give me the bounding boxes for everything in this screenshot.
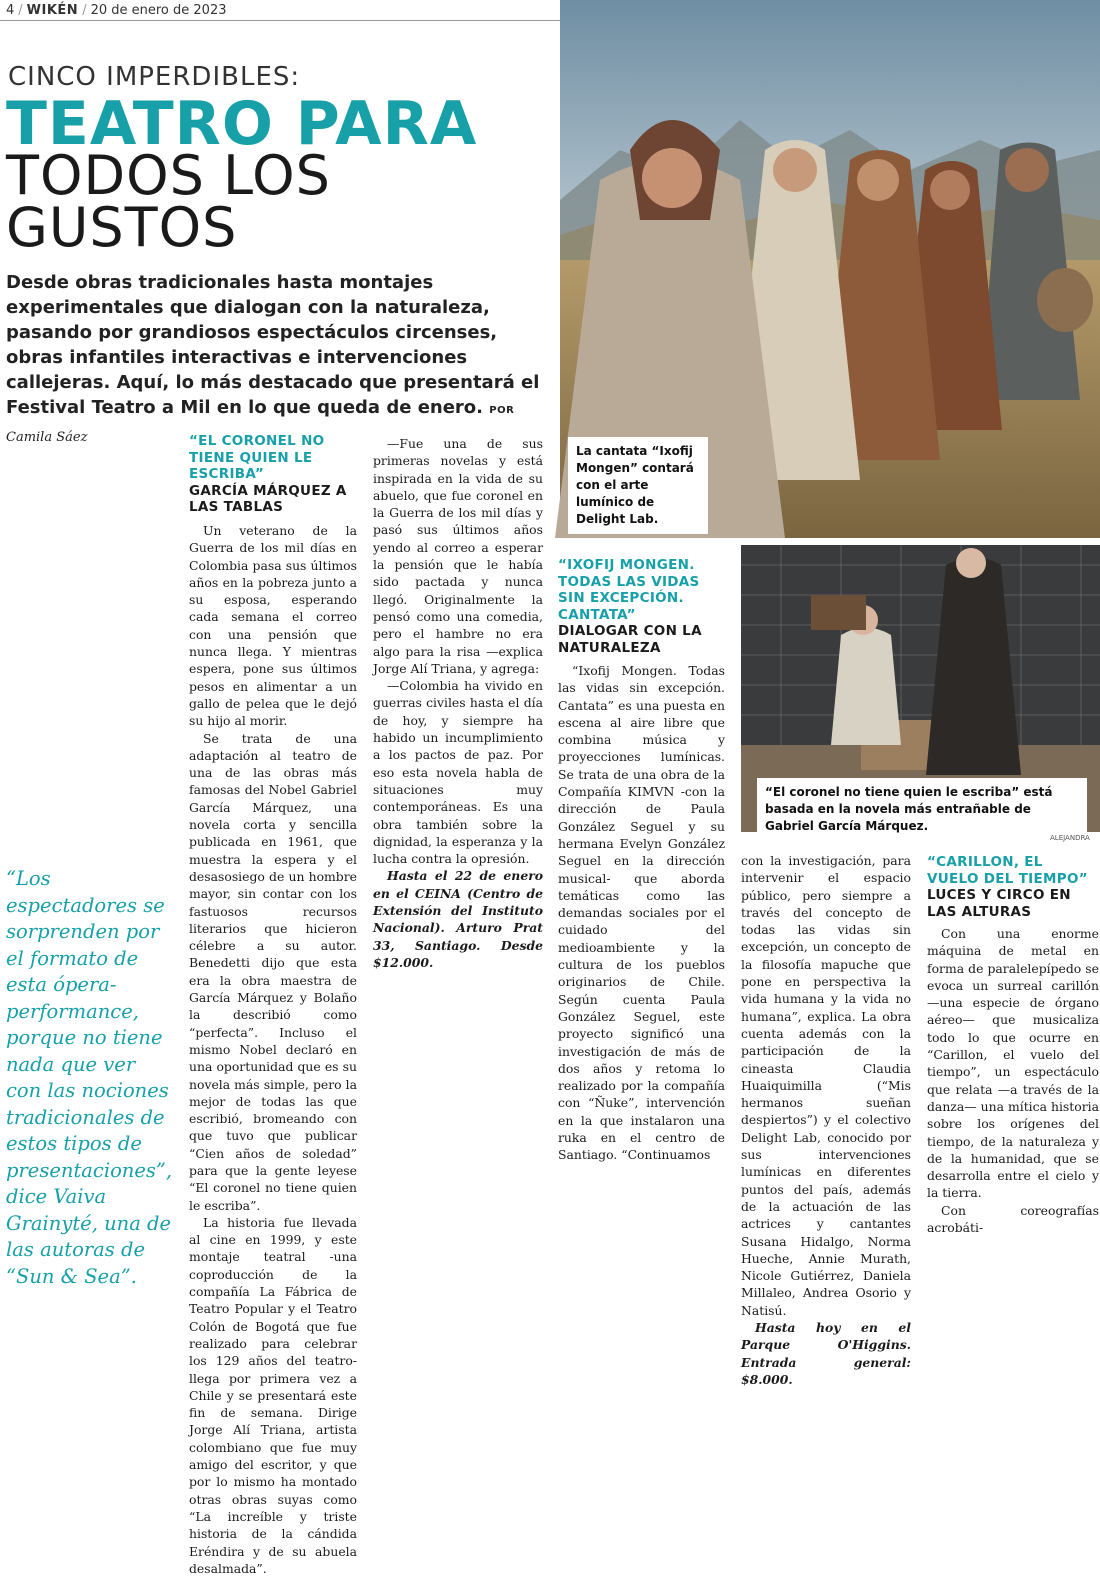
page-number: 4 xyxy=(6,2,15,18)
byline-prefix: POR xyxy=(489,405,515,416)
article-title-line2: TODOS LOS GUSTOS xyxy=(6,144,331,259)
column-3 xyxy=(558,662,725,1164)
section2-paragraph-1: “Ixofij Mongen. Todas las vidas sin excepción. Cantata” es una puesta en escena al aire libre que combina música y proyecciones lumínicas. Se trata de una obra de la Compañía KIMVN -con la dirección de Paula González Seguel y su hermana Evelyn González Seguel en la dirección musical- que aborda temáticas como las demandas sociales por el cuidado del medioambiente y la cultura de los pueblos originarios de Chile. Según cuenta Paula González Seguel, este proyecto significó una investigación de más de dos años y retoma lo realizado por la compañía con “Ñuke”, intervención en la que instalaron una ruka en el centro de Santiago. “Continuamos xyxy=(558,663,725,1163)
section1-subtitle: GARCÍA MÁRQUEZ A LAS TABLAS xyxy=(189,482,347,515)
byline-author: Camila Sáez xyxy=(6,430,88,445)
column-5 xyxy=(927,925,1099,1236)
section1-paragraph-2: Se trata de una adaptación al teatro de una de las obras más famosas del Nobel Gabriel García Márquez, una novela corta y sencilla publicada en 1961, que muestra la espera y el desasosiego de un hombre mayor, sin contar con los fastuosos recursos literarios que hicieron célebre a su autor. Benedetti dijo que esta era la obra maestra de García Márquez y Bolaño la describió como “perfecta”. Incluso el mismo Nobel declaró en una oportunidad que es su novela más simple, pero la mejor de todas las que escribió, bromeando con que tuvo que publicar “Cien años de soledad” para que la gente leyese “El coronel no tiene quien le escriba”. xyxy=(189,730,357,1213)
deck-text: Desde obras tradicionales hasta montajes experimentales que dialogan con la naturaleza, pasando por grandiosos espectáculos circenses, obras infantiles interactivas e intervenciones callejeras. Aquí, lo más destacado que presentará el Festival Teatro a Mil en lo que queda de enero. xyxy=(6,272,540,418)
section3-paragraph-2: Con coreografías acrobáti- xyxy=(927,1202,1099,1236)
article-kicker: CINCO IMPERDIBLES: xyxy=(8,62,301,92)
header-separator: / xyxy=(18,2,23,18)
section2-paragraph-1-continued: con la investigación, para intervenir el espacio público, pero siempre a través del concepto de todas las vidas sin excepción, un concepto de la filosofía mapuche que pone en perspectiva la vida humana y la vida no humana”, explica. La obra cuenta además con la participación de la cineasta Claudia Huaiquimilla (“Mis hermanos sueñan despiertos”) y el colectivo Delight Lab, conocido por sus intervenciones lumínicas en diferentes puntos del país, además de la actuación de las actrices y cantantes Susana Hidalgo, Norma Hueche, Annie Murath, Nicole Gutiérrez, Daniela Millaleo, Andrea Osorio y Natisú. xyxy=(741,853,911,1318)
section1-paragraph-3: La historia fue llevada al cine en 1999, y este montaje teatral -una coproducción de la compañía La Fábrica de Teatro Popular y el Teatro Colón de Bogotá que fue realizado para celebrar los 129 años del teatro- llega por primera vez a Chile y se presentará este fin de semana. Dirige Jorge Alí Triana, artista colombiano que fue muy amigo del escritor, y que por lo mismo ha montado otras obras suyas como “La increíble y triste historia de la cándida Eréndira y de su abuela desalmada”. xyxy=(189,1214,357,1576)
page-header xyxy=(6,0,226,20)
photo1-caption: La cantata “Ixofij Mongen” contará con el arte lumínico de Delight Lab. xyxy=(568,437,708,534)
section1-info: Hasta el 22 de enero en el CEINA (Centro de Extensión del Instituto Nacional). Arturo Prat 33, Santiago. Desde $12.000. xyxy=(373,868,543,970)
pull-quote: “Los espectadores se sorprenden por el formato de esta ópera-performance, porque no tiene nada que ver con las nociones tradicionales de estos tipos de presentaciones”, dice Vaiva Grainyté, una de las autoras de “Sun & Sea”. xyxy=(6,867,173,1288)
section2-title: “IXOFIJ MONGEN. TODAS LAS VIDAS SIN EXCEPCIÓN. CANTATA” xyxy=(558,557,700,623)
column-2 xyxy=(373,435,543,971)
column-1 xyxy=(189,522,357,1577)
section2-subtitle: DIALOGAR CON LA NATURALEZA xyxy=(558,623,702,656)
article-title-line1: TEATRO PARA xyxy=(6,89,478,159)
section3-paragraph-1: Con una enorme máquina de metal en forma de paralelepípedo se evoca un surreal carillón —una especie de órgano aéreo— que musicaliza todo lo que ocurre en “Carillon, el vuelo del tiempo”, un espectáculo que relata —a través de la danza— una mítica historia sobre los orígenes del tiempo, de la naturaleza y de la humanidad, que se desarrolla entre el cielo y la tierra. xyxy=(927,926,1099,1201)
brand-logo: WIKÉN xyxy=(26,2,79,18)
section1-paragraph-4: —Fue una de sus primeras novelas y está inspirada en la vida de su abuelo, que fue coronel en la Guerra de los mil días y pasó sus últimos años yendo al correo a esperar la pensión que le había sido pactada y nunca llegó. Originalmente la pensó como una comedia, pero el hambre no era algo para la risa —explica Jorge Alí Triana, y agrega: xyxy=(373,436,543,676)
section3-subtitle: LUCES Y CIRCO EN LAS ALTURAS xyxy=(927,887,1071,920)
section1-heading xyxy=(189,433,359,516)
photo2-caption: “El coronel no tiene quien le escriba” está basada en la novela más entrañable de Gabriel García Márquez. xyxy=(757,778,1087,841)
section1-paragraph-5: —Colombia ha vivido en guerras civiles hasta el día de hoy, y siempre ha habido un incumplimiento a los pactos de paz. Por eso esta novela habla de situaciones muy contemporáneas. Es una obra también sobre la dignidad, la esperanza y la lucha contra la opresión. xyxy=(373,678,543,867)
issue-date: 20 de enero de 2023 xyxy=(90,2,227,18)
section2-heading xyxy=(558,557,728,656)
section1-title: “EL CORONEL NO TIENE QUIEN LE ESCRIBA” xyxy=(189,433,325,482)
header-divider xyxy=(0,20,560,21)
section1-paragraph-1: Un veterano de la Guerra de los mil días en Colombia pasa sus últimos años en la pobreza junto a su esposa, esperando cada semana el correo con una pensión que nunca llega. Y mientras espera, pone sus últimos pesos en alimentar a un gallo de pelea que le dejó su hijo al morir. xyxy=(189,523,357,729)
photo-credit: ALEJANDRA xyxy=(1050,834,1090,842)
article-deck xyxy=(6,270,554,450)
section2-info: Hasta hoy en el Parque O'Higgins. Entrada general: $8.000. xyxy=(741,1320,911,1387)
section3-heading xyxy=(927,854,1099,920)
section3-title: “CARILLON, EL VUELO DEL TIEMPO” xyxy=(927,854,1088,887)
column-4 xyxy=(741,852,911,1388)
header-separator-2: / xyxy=(82,2,87,18)
